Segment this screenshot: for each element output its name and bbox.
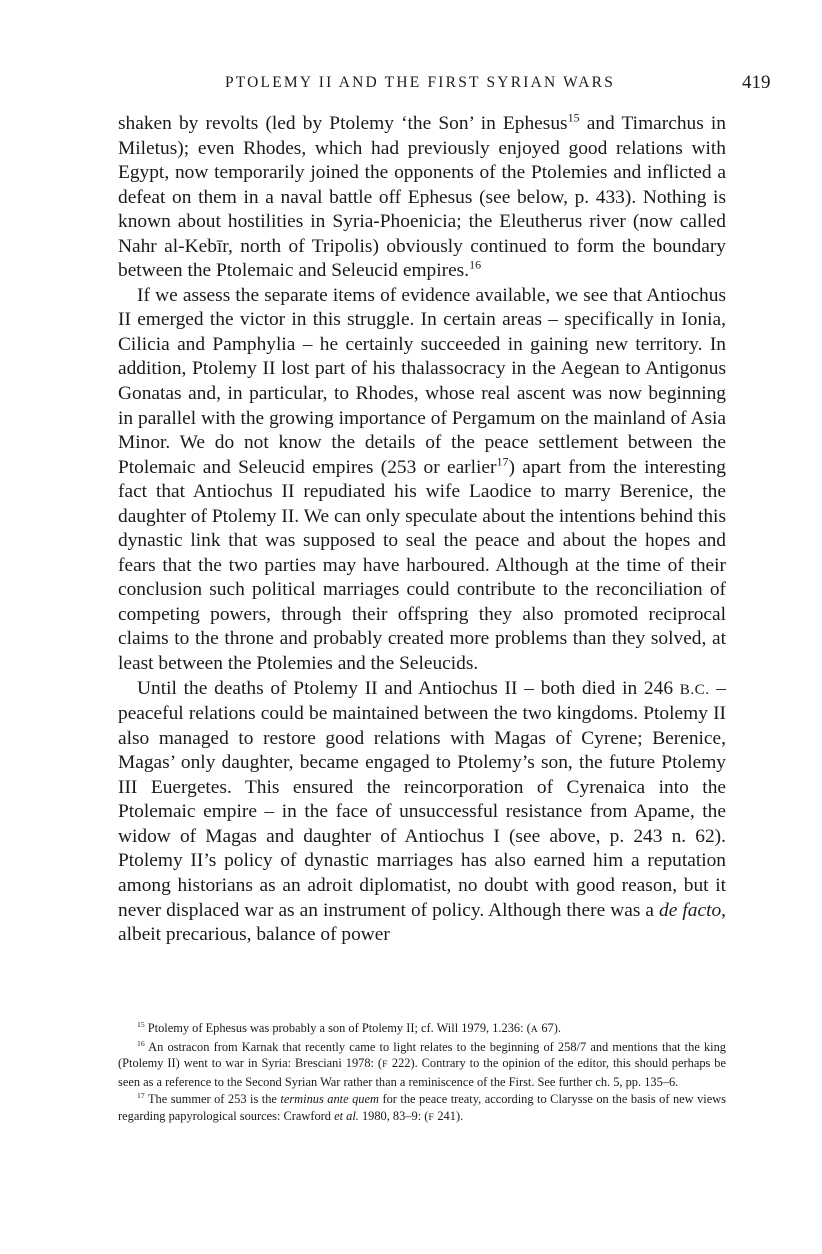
paragraph-1 bbox=[118, 112, 726, 284]
footnote-ref-15: 15 bbox=[567, 110, 580, 125]
running-head: PTOLEMY II AND THE FIRST SYRIAN WARS bbox=[224, 74, 616, 91]
paragraph-3 bbox=[118, 677, 726, 948]
era-abbreviation: B.C. bbox=[679, 681, 710, 698]
paragraph-3-text-c: , albeit precarious, balance of power bbox=[118, 899, 727, 946]
footnote-17-italic-b: et al. bbox=[334, 1108, 359, 1123]
paragraph-1-text-a: shaken by revolts (led by Ptolemy ‘the Son’ in Ephesus bbox=[118, 113, 568, 134]
footnote-16-ref: F bbox=[382, 1059, 388, 1071]
footnote-16-number: 16 bbox=[137, 1038, 145, 1048]
footnote-17-text-c: 1980, 83–9: ( bbox=[358, 1108, 429, 1123]
footnote-17 bbox=[118, 1091, 726, 1126]
footnote-17-text-d: 241). bbox=[434, 1108, 464, 1123]
footnote-15-ref: A bbox=[530, 1024, 539, 1035]
footnote-17-italic-a: terminus ante quem bbox=[280, 1091, 379, 1106]
footnote-16 bbox=[118, 1039, 726, 1091]
paragraph-3-text-a: Until the deaths of Ptolemy II and Antiochus II – both died in 246 bbox=[137, 677, 680, 699]
page-number: 419 bbox=[742, 72, 771, 93]
footnote-ref-17: 17 bbox=[496, 454, 509, 469]
paragraph-2-text-a: If we assess the separate items of evidence available, we see that Antiochus II emerged the victor in this struggle. In certain areas – specifically in Ionia, Cilicia and Pamphylia – he certainly succeeded in gaining new territory. In addition, Ptolemy II lost part of his thalassocracy in the Aegean to Antigonus Gonatas and, in particular, to Rhodes, whose real ascent was now beginning in parallel with the growing importance of Pergamum on the mainland of Asia Minor. We do not know the details of the peace settlement between the Ptolemaic and Seleucid empires (253 or earlier bbox=[118, 284, 726, 478]
footnote-17-text-b: for the peace treaty, according to Clarysse on the basis of new views regarding papyrological sources: Crawford bbox=[118, 1091, 727, 1123]
footnote-15-text-a: Ptolemy of Ephesus was probably a son of Ptolemy II; cf. Will 1979, 1.236: ( bbox=[144, 1021, 531, 1035]
footnote-15 bbox=[118, 1020, 726, 1039]
footnote-16-text-b: 222). Contrary to the opinion of the editor, this should perhaps be seen as a reference to the Second Syrian War rather than a reminiscence of the First. See further ch. 5, pp. 135–6. bbox=[118, 1056, 726, 1090]
paragraph-3-italic: de facto bbox=[659, 899, 722, 921]
paragraph-2-text-b: ) apart from the interesting fact that Antiochus II repudiated his wife Laodice to marry Berenice, the daughter of Ptolemy II. We can only speculate about the intentions behind this dynastic link that was supposed to seal the peace and about the hopes and fears that the two parties may have harboured. Although at the time of their conclusion such political marriages could contribute to the reconciliation of competing powers, through their offspring they also promoted reciprocal claims to the throne and probably created more problems than they solved, at least between the Ptolemies and the Seleucids. bbox=[118, 456, 726, 675]
footnote-15-text-b: 67). bbox=[538, 1021, 561, 1035]
paragraph-3-text-b: – peaceful relations could be maintained between the two kingdoms. Ptolemy II also managed to restore good relations with Magas of Cyrene; Berenice, Magas’ only daughter, became engaged to Ptolemy’s son, the future Ptolemy III Euergetes. This ensured the reincorporation of Cyrenaica into the Ptolemaic empire – in the face of unsuccessful resistance from Apame, the widow of Magas and daughter of Antiochus I (see above, p. 243 n. 62). Ptolemy II’s policy of dynastic marriages has also earned him a reputation among historians as an adroit diplomatist, no doubt with good reason, but it never displaced war as an instrument of policy. Although there was a bbox=[118, 677, 727, 921]
footnotes bbox=[118, 1020, 726, 1126]
footnote-ref-16: 16 bbox=[469, 257, 482, 272]
paragraph-2 bbox=[118, 284, 726, 677]
main-text bbox=[118, 112, 726, 948]
footnote-17-ref: F bbox=[428, 1111, 435, 1123]
footnote-17-number: 17 bbox=[137, 1090, 145, 1100]
footnote-15-number: 15 bbox=[137, 1019, 145, 1029]
footnote-17-text-a: The summer of 253 is the bbox=[144, 1091, 281, 1106]
paragraph-1-text-b: and Timarchus in Miletus); even Rhodes, which had previously enjoyed good relations with Egypt, now temporarily joined the opponents of the Ptolemies and inflicted a defeat on them in a naval battle off Ephesus (see below, p. 433). Nothing is known about hostilities in Syria-Phoenicia; the Eleutherus river (now called Nahr al-Kebīr, north of Tripolis) obviously continued to form the boundary between the Ptolemaic and Seleucid empires. bbox=[118, 113, 726, 282]
footnote-16-text-a: An ostracon from Karnak that recently came to light relates to the beginning of 258/7 and mentions that the king (Ptolemy II) went to war in Syria: Bresciani 1978: ( bbox=[118, 1039, 726, 1071]
